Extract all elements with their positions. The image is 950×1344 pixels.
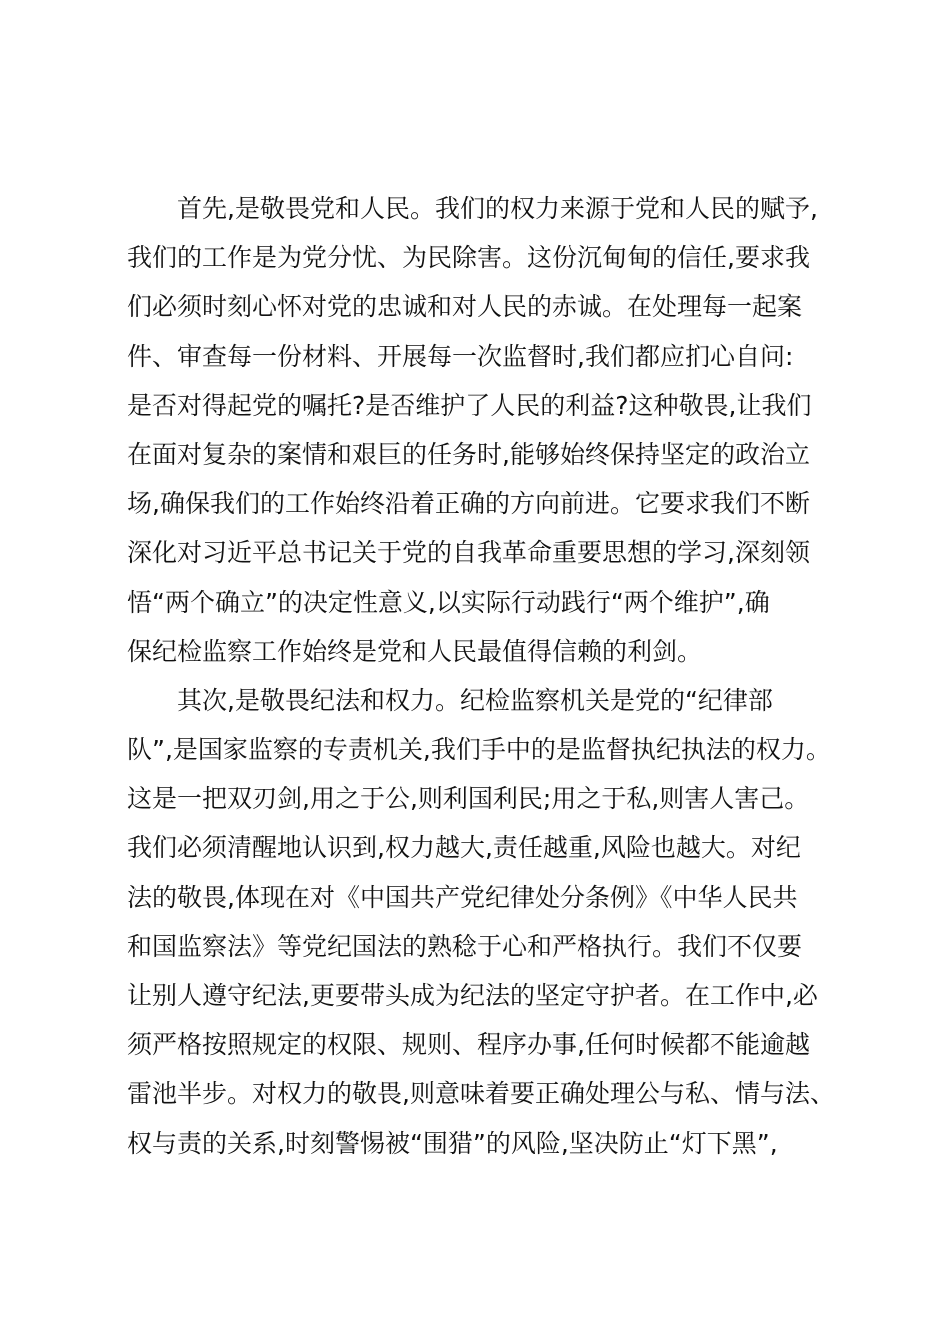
paragraph-1 <box>127 184 852 676</box>
text-line: 深化对习近平总书记关于党的自我革命重要思想的学习,深刻领 <box>127 538 810 568</box>
text-line: 我们必须清醒地认识到,权力越大,责任越重,风险也越大。对纪 <box>127 833 801 863</box>
text-line: 悟“两个确立”的决定性意义,以实际行动践行“两个维护”,确 <box>127 587 770 617</box>
text-line: 和国监察法》等党纪国法的熟稔于心和严格执行。我们不仅要 <box>127 931 803 961</box>
body-text <box>127 184 852 1168</box>
text-line: 权与责的关系,时刻警惕被“围猎”的风险,坚决防止“灯下黑”, <box>127 1128 778 1158</box>
text-line: 让别人遵守纪法,更要带头成为纪法的坚定守护者。在工作中,必 <box>127 981 818 1010</box>
text-line: 这是一把双刃剑,用之于公,则利国利民;用之于私,则害人害己。 <box>127 784 810 814</box>
text-line: 雷池半步。对权力的敬畏,则意味着要正确处理公与私、情与法、 <box>127 1079 835 1109</box>
text-line: 队”,是国家监察的专责机关,我们手中的是监督执纪执法的权力。 <box>127 735 831 765</box>
text-line: 法的敬畏,体现在对《中国共产党纪律处分条例》《中华人民共 <box>127 882 798 912</box>
text-line: 我们的工作是为党分忧、为民除害。这份沉甸甸的信任,要求我 <box>127 243 810 273</box>
text-line: 在面对复杂的案情和艰巨的任务时,能够始终保持坚定的政治立 <box>127 439 810 469</box>
text-line: 其次,是敬畏纪法和权力。纪检监察机关是党的“纪律部 <box>177 685 773 715</box>
text-line: 须严格按照规定的权限、规则、程序办事,任何时候都不能逾越 <box>127 1030 810 1060</box>
paragraph-2 <box>127 676 852 1168</box>
text-line: 保纪检监察工作始终是党和人民最值得信赖的利剑。 <box>127 636 703 666</box>
text-line: 件、审查每一份材料、开展每一次监督时,我们都应扪心自问: <box>127 341 794 371</box>
text-line: 场,确保我们的工作始终沿着正确的方向前进。它要求我们不断 <box>127 489 810 519</box>
text-line: 首先,是敬畏党和人民。我们的权力来源于党和人民的赋予, <box>177 194 818 223</box>
text-line: 们必须时刻心怀对党的忠诚和对人民的赤诚。在处理每一起案 <box>127 292 803 322</box>
text-line: 是否对得起党的嘱托?是否维护了人民的利益?这种敬畏,让我们 <box>127 390 812 420</box>
